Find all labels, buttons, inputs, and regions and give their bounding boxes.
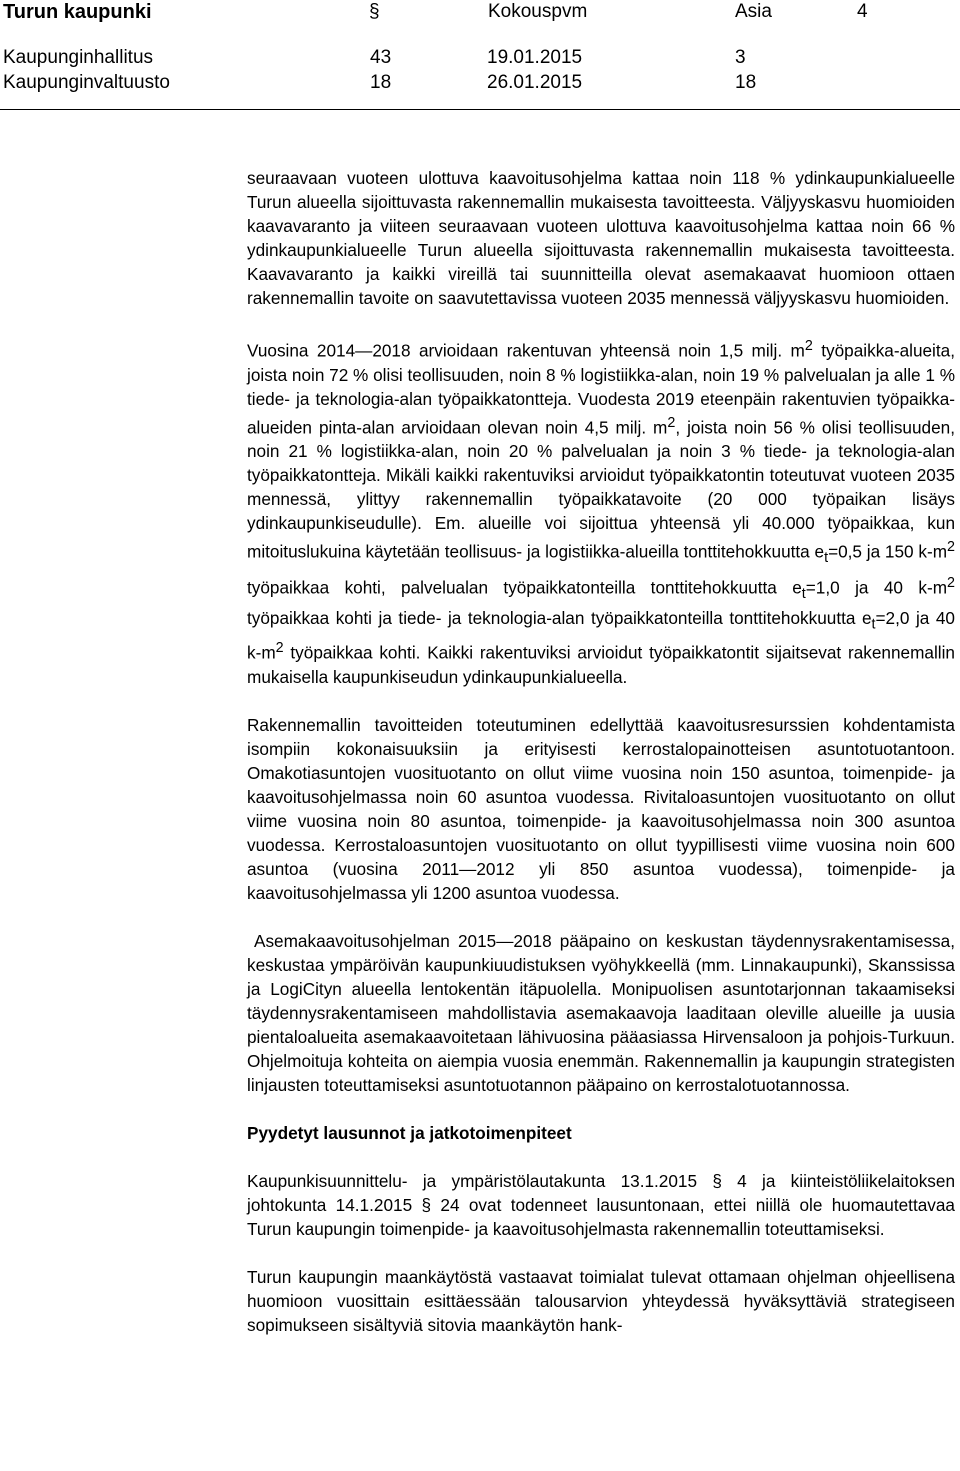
text-run: työpaikka-alueita, joista noin 72 % olisi teollisuuden, noin 8 % logistiikka-alan, noin 19 % palvelualan ja alle 1 % tiede- ja teknologia-alan työpaikkatontteja. Vuodesta 2019 eteenpäin rakentuvien työpaikka-alueiden pinta-alan arvioidaan olevan noin 4,5 milj. m [247, 340, 955, 438]
org-name: Turun kaupunki [3, 1, 152, 23]
text-run: =0,5 ja 150 k-m [828, 542, 948, 563]
meeting-date-label: Kokouspvm [488, 1, 588, 22]
paragraph-asemakaavoitusohjelma: Asemakaavoitusohjelman 2015—2018 pääpaino on keskustan täydennysrakentamisessa, keskustaa ympäröivän kaupunkiuudistuksen vyöhykkeellä (mm. Linnakaupunki), Skanssissa ja LogiCityn alueella lentokentän itäpuolella. Monipuolisen asuntotarjonnan takaamiseksi täydennysrakentamiseen mahdollistavia asemakaavoja laaditaan oleville alueille ja uusia pientaloalueita asemakaavoitetaan lähivuosina pääasiassa Hirvensaloon ja pohjois-Turkuun. Ohjelmoituja kohteita on aiempia vuosia enemmän. Rakennemallin ja kaupungin strategisten linjausten toteuttamiseksi asuntotuotannon pääpaino on kerrostalotuotannossa. [247, 930, 955, 1095]
superscript: 2 [667, 414, 676, 431]
row-item: 18 [735, 72, 757, 93]
row-date: 19.01.2015 [487, 47, 583, 68]
row-date: 26.01.2015 [487, 72, 583, 93]
page-number: 4 [857, 1, 868, 22]
text-run: työpaikkaa kohti, palvelualan työpaikkatonteilla tonttitehokkuutta e [247, 577, 802, 598]
spacer [247, 1097, 955, 1121]
row-section: 43 [370, 47, 392, 68]
item-label: Asia [735, 1, 772, 22]
spacer [247, 1241, 955, 1265]
paragraph-lausunnot: Kaupunkisuunnittelu- ja ympäristölautakunta 13.1.2015 § 4 ja kiinteistöliikelaitoksen johtokunta 14.1.2015 § 24 ovat todenneet lausuntonaan, ettei niillä ole huomautettavaa Turun kaupungin toimenpide- ja kaavoitusohjelmasta rakennemallin toteuttamiseksi. [247, 1170, 955, 1239]
superscript: 2 [947, 574, 955, 591]
paragraph-kaavavaranto: seuraavaan vuoteen ulottuva kaavoitusohjelma kattaa noin 118 % ydinkaupunkialueelle Turun alueella sijoittuvasta rakennemallin mukaisesta tavoitteesta. Väljyyskasvu huomioiden kaavavaranto ja viiteen seuraavaan vuoteen ulottuva kaavoitusohjelma kattaa noin 66 % ydinkaupunkialueelle Turun alueella sijoittuvasta rakennemallin mukaisesta tavoitteesta. Kaavavaranto ja kaikki vireillä tai suunnitteilla olevat asemakaavat huomioon ottaen rakennemallin tavoite on saavutettavissa vuoteen 2035 mennessä väljyyskasvu huomioiden. [247, 168, 955, 308]
row-section: 18 [370, 72, 392, 93]
subscript: t [871, 616, 876, 633]
header-divider [0, 109, 960, 110]
spacer [247, 1145, 955, 1169]
superscript: 2 [275, 640, 284, 657]
paragraph-tyopaikka-alueet [247, 334, 955, 689]
superscript: 2 [947, 539, 955, 556]
subscript: t [801, 585, 806, 602]
text-run: =2,0 ja 40 k-m [247, 607, 955, 663]
document-body [247, 166, 955, 1337]
spacer [247, 905, 955, 929]
spacer [247, 689, 955, 713]
section-heading: Pyydetyt lausunnot ja jatkotoimenpiteet [247, 1122, 572, 1143]
text-run: työpaikkaa kohti ja tiede- ja teknologia-alan työpaikkatonteilla tonttitehokkuutta e [247, 607, 872, 628]
paragraph-maankaytto: Turun kaupungin maankäytöstä vastaavat toimialat tulevat ottamaan ohjelman ohjeellisena huomioon vuosittain esittäessään talousarvion yhteydessä hyväksyttäviä strategiseen sopimukseen sisältyviä sitovia maankäytön hank- [247, 1266, 955, 1335]
superscript: 2 [804, 338, 813, 354]
text-run: työpaikkaa kohti. Kaikki rakentuviksi arvioidut työpaikkatontit sijaitsevat rakennemallin mukaisella kaupunkiseudun ydinkaupunkialueella. [247, 642, 955, 687]
row-body: Kaupunginhallitus [3, 47, 154, 68]
paragraph-asuntotuotanto: Rakennemallin tavoitteiden toteutuminen edellyttää kaavoitusresurssien kohdentamista isompiin kokonaisuuksiin ja erityisesti kerrostalopainotteisen asuntotuotantoon. Omakotiasuntojen vuosituotanto on ollut viime vuosina noin 150 asuntoa, toimenpide- ja kaavoitusohjelmassa noin 60 asuntoa vuodessa. Rivitaloasuntojen vuosituotanto on ollut viime vuosina noin 80 asuntoa, toimenpide- ja kaavoitusohjelmassa noin 300 asuntoa vuodessa. Kerrostaloasuntojen vuosituotanto on ollut tyypillisesti viime vuosina noin 600 asuntoa (vuosina 2011—2012 yli 850 asuntoa vuodessa), toimenpide- ja kaavoitusohjelmassa yli 1200 asuntoa vuodessa. [247, 714, 955, 903]
section-symbol: § [369, 1, 380, 22]
document-header [0, 0, 960, 112]
spacer [247, 310, 955, 334]
row-body: Kaupunginvaltuusto [3, 72, 170, 93]
row-item: 3 [735, 47, 746, 68]
subscript: t [824, 550, 829, 567]
text-run: Vuosina 2014—2018 arvioidaan rakentuvan yhteensä noin 1,5 milj. m [247, 340, 805, 361]
text-run: =1,0 ja 40 k-m [805, 577, 948, 598]
text-run: , joista noin 56 % olisi teollisuuden, noin 21 % logistiikka-alan, noin 20 % palvelualan ja noin 3 % tiede- ja teknologia-alan työpaikkatontteja. Mikäli kaikki rakentuviksi arvioidut työpaikkatontin toteutuvat vuoteen 2035 mennessä, ylittyy rakennemallin työpaikkatavoite (20 000 työpaikan lisäys ydinkaupunkiseudulle). Em. alueille voi sijoittua yhteensä yli 40.000 työpaikkaa, kun mitoituslukuina käytetään teollisuus- ja logistiikka-alueilla tonttitehokkuutta e [247, 417, 955, 563]
